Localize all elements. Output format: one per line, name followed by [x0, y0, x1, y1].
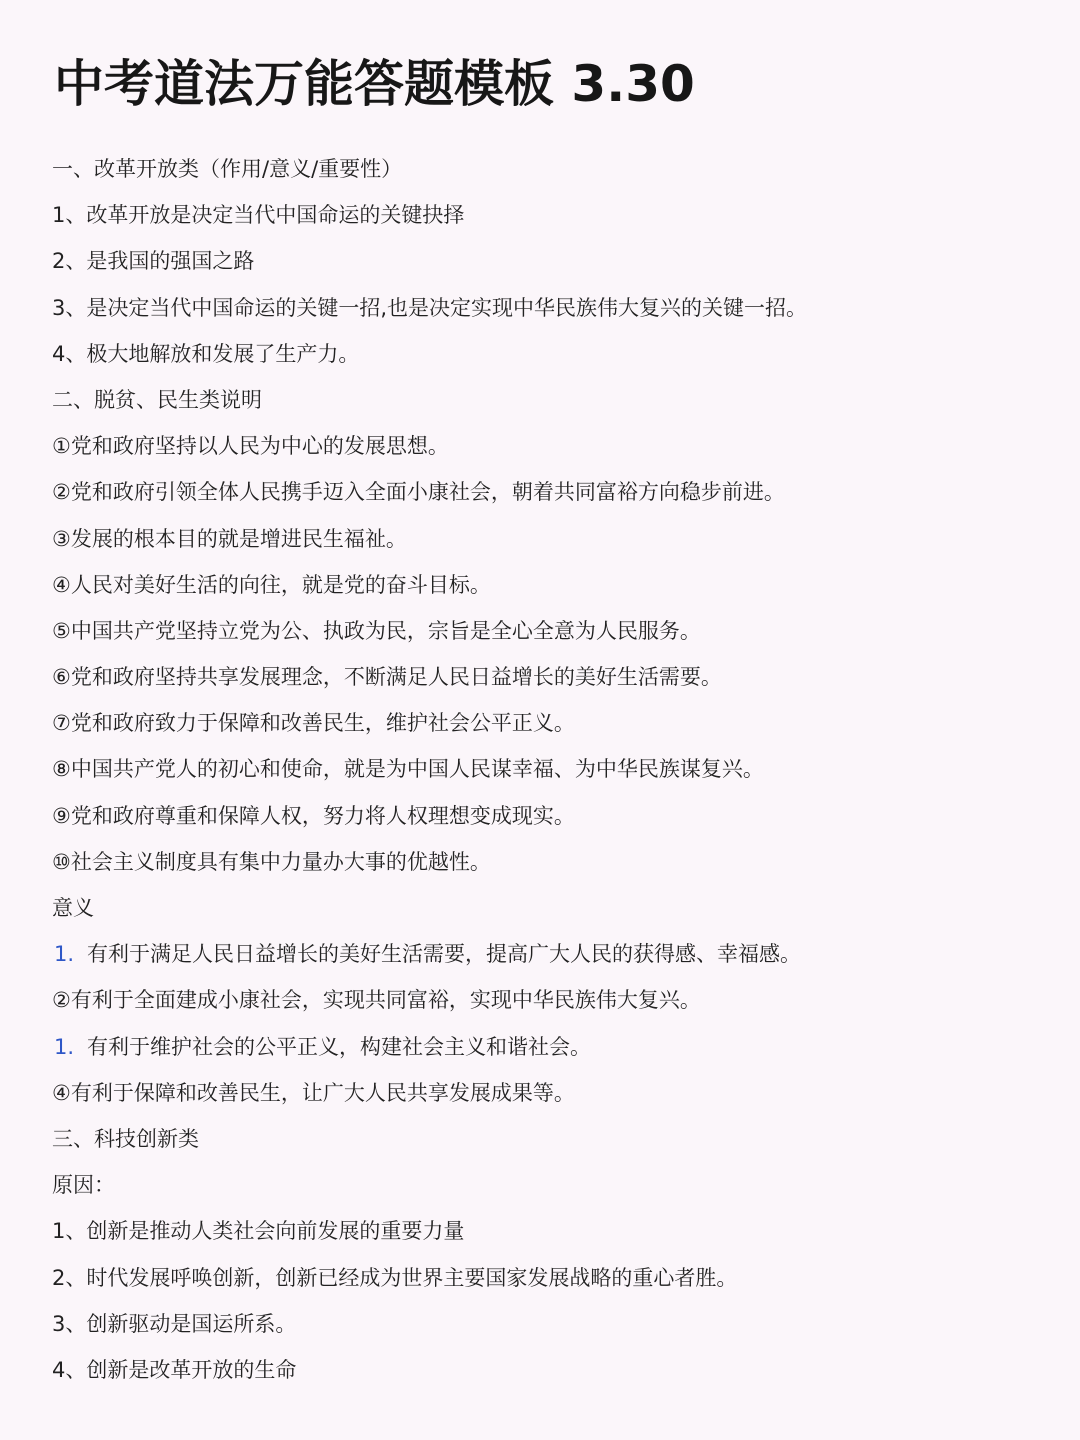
text-line	[52, 1301, 1042, 1347]
line-text: ⑨党和政府尊重和保障人权，努力将人权理想变成现实。	[52, 803, 575, 828]
text-line	[52, 377, 1042, 423]
line-text: ⑧中国共产党人的初心和使命，就是为中国人民谋幸福、为中华民族谋复兴。	[52, 757, 764, 782]
text-line	[52, 146, 1042, 192]
text-line	[52, 469, 1042, 515]
line-text: 原因：	[52, 1173, 115, 1198]
line-text: 2、是我国的强国之路	[52, 249, 255, 274]
line-text: 一、改革开放类（作用/意义/重要性）	[52, 157, 403, 181]
line-text: 有利于满足人民日益增长的美好生活需要，提高广大人民的获得感、幸福感。	[87, 942, 801, 967]
line-text: 4、创新是改革开放的生命	[52, 1357, 297, 1382]
line-text: ⑤中国共产党坚持立党为公、执政为民，宗旨是全心全意为人民服务。	[52, 618, 701, 643]
text-line	[52, 562, 1042, 608]
text-line	[52, 885, 1042, 931]
text-line	[52, 839, 1042, 885]
text-line	[52, 746, 1042, 792]
text-line	[52, 1208, 1042, 1254]
line-text: ④有利于保障和改善民生，让广大人民共享发展成果等。	[52, 1080, 575, 1105]
text-line	[52, 654, 1042, 700]
list-number: 1.	[54, 942, 75, 967]
line-text: 意义	[52, 896, 94, 920]
line-text: 3、创新驱动是国运所系。	[52, 1311, 297, 1336]
line-text: ②党和政府引领全体人民携手迈入全面小康社会，朝着共同富裕方向稳步前进。	[52, 480, 785, 505]
note-body	[52, 146, 1042, 1393]
text-line	[52, 238, 1042, 284]
text-line	[52, 700, 1042, 746]
text-line	[52, 331, 1042, 377]
text-line	[52, 192, 1042, 238]
line-text: 2、时代发展呼唤创新，创新已经成为世界主要国家发展战略的重心者胜。	[52, 1265, 738, 1290]
line-text: 三、科技创新类	[52, 1126, 199, 1151]
text-line	[52, 1116, 1042, 1162]
text-line	[52, 1347, 1042, 1393]
line-text: 4、极大地解放和发展了生产力。	[52, 341, 360, 366]
line-text: 二、脱贫、民生类说明	[52, 387, 262, 412]
text-line	[52, 516, 1042, 562]
line-text: ②有利于全面建成小康社会，实现共同富裕，实现中华民族伟大复兴。	[52, 988, 701, 1013]
line-text: ①党和政府坚持以人民为中心的发展思想。	[52, 434, 449, 459]
line-text: ④人民对美好生活的向往，就是党的奋斗目标。	[52, 572, 491, 597]
page-title: 中考道法万能答题模板 3.30	[54, 55, 695, 113]
text-line	[52, 1024, 1042, 1070]
list-number: 1.	[54, 1034, 75, 1059]
line-text: 3、是决定当代中国命运的关键一招,也是决定实现中华民族伟大复兴的关键一招。	[52, 295, 808, 320]
line-text: 1、改革开放是决定当代中国命运的关键抉择	[52, 203, 465, 228]
text-line	[52, 931, 1042, 977]
text-line	[52, 793, 1042, 839]
line-text: ⑥党和政府坚持共享发展理念，不断满足人民日益增长的美好生活需要。	[52, 665, 722, 690]
line-text: ⑩社会主义制度具有集中力量办大事的优越性。	[52, 849, 491, 874]
text-line	[52, 608, 1042, 654]
text-line	[52, 423, 1042, 469]
line-text: 有利于维护社会的公平正义，构建社会主义和谐社会。	[87, 1034, 591, 1059]
text-line	[52, 1162, 1042, 1208]
text-line	[52, 1070, 1042, 1116]
text-line	[52, 1255, 1042, 1301]
text-line	[52, 285, 1042, 331]
line-text: 1、创新是推动人类社会向前发展的重要力量	[52, 1219, 465, 1244]
text-line	[52, 977, 1042, 1023]
line-text: ③发展的根本目的就是增进民生福祉。	[52, 526, 407, 551]
line-text: ⑦党和政府致力于保障和改善民生，维护社会公平正义。	[52, 711, 575, 736]
